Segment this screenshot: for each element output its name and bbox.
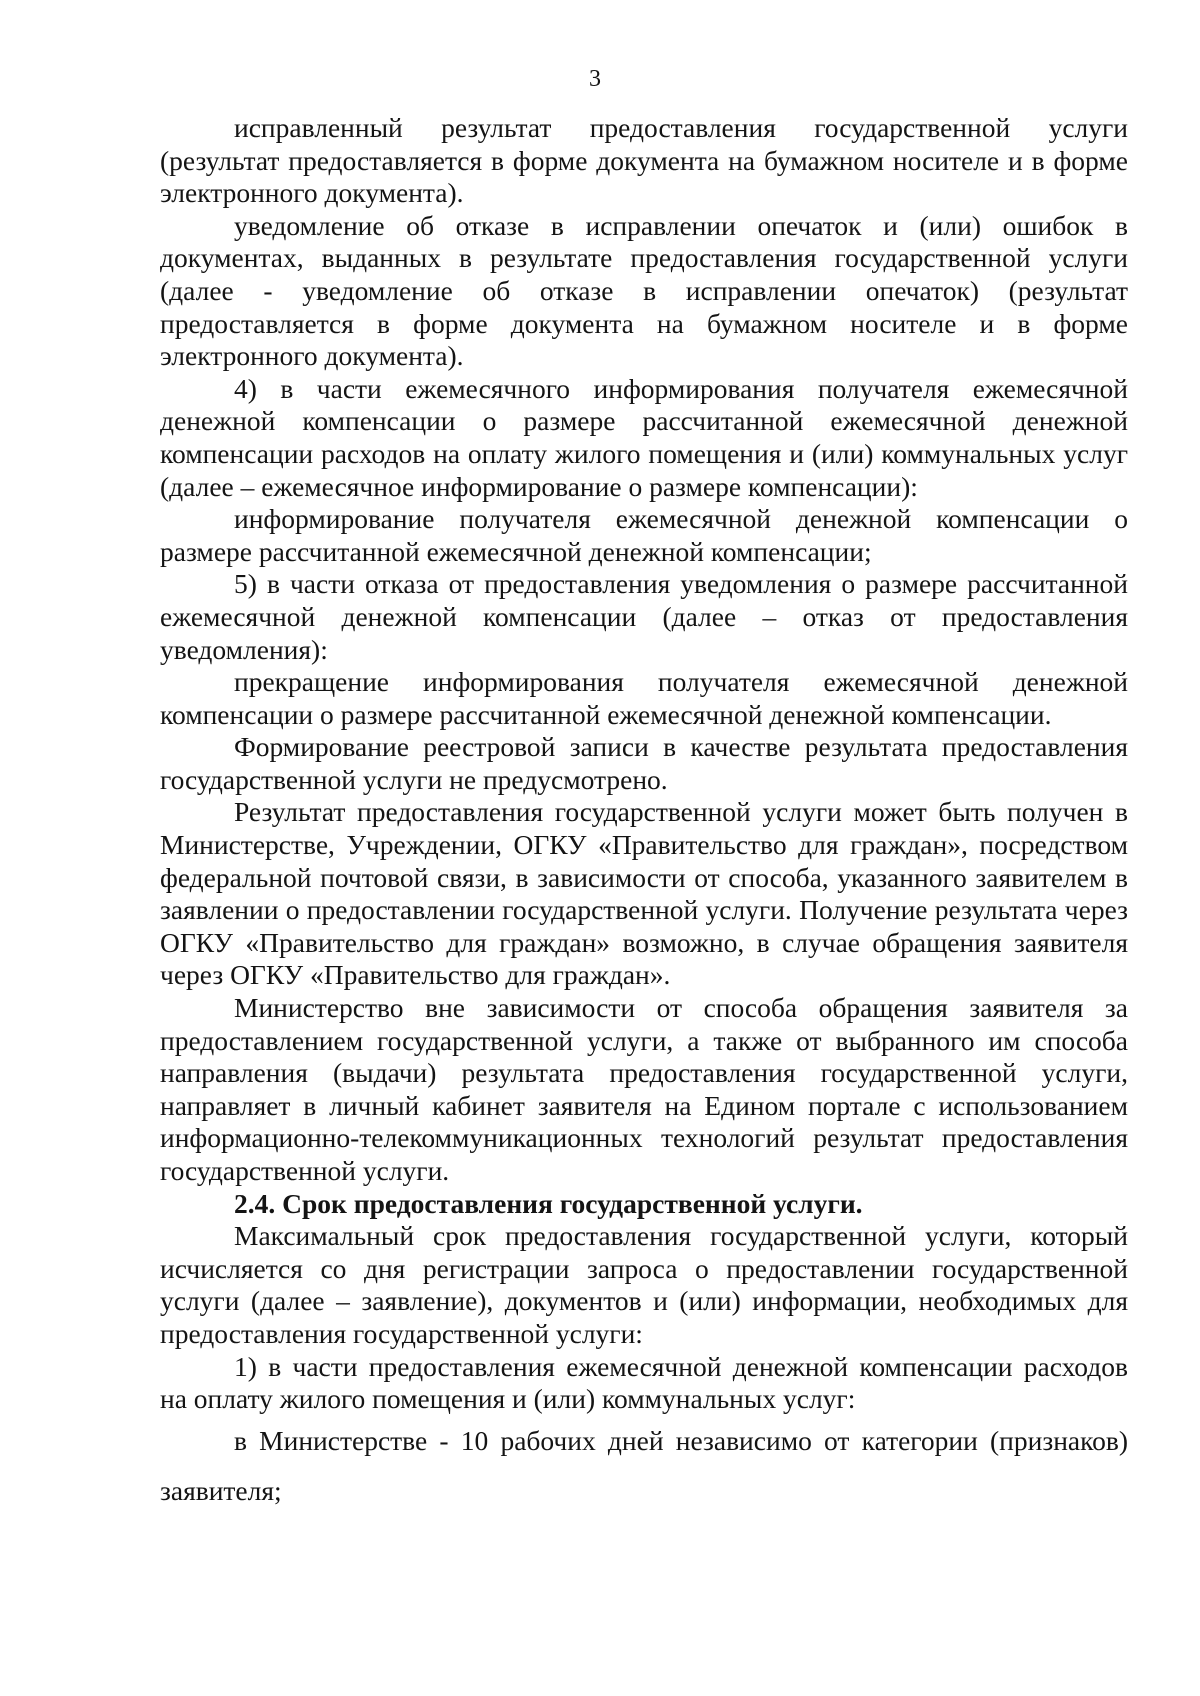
paragraph: Министерство вне зависимости от способа обращения заявителя за предоставлением государственной услуги, а также от выбранного им способа направления (выдачи) результата предоставления государственной услуги, направляет в личный кабинет заявителя на Едином портале с использованием информационно-телекоммуникационных технологий результат предоставления государственной услуги. (160, 992, 1128, 1186)
section-heading: 2.4. Срок предоставления государственной услуги. (234, 1187, 863, 1219)
paragraph: 5) в части отказа от предоставления уведомления о размере рассчитанной ежемесячной денежной компенсации (далее – отказ от предоставления уведомления): (160, 568, 1128, 665)
paragraph: информирование получателя ежемесячной денежной компенсации о размере рассчитанной ежемесячной денежной компенсации; (160, 503, 1128, 567)
paragraph: Максимальный срок предоставления государственной услуги, который исчисляется со дня регистрации запроса о предоставлении государственной услуги (далее – заявление), документов и (или) информации, необходимых для предоставления государственной услуги: (160, 1220, 1128, 1349)
paragraph: Формирование реестровой записи в качестве результата предоставления государственной услуги не предусмотрено. (160, 731, 1128, 795)
paragraph: 1) в части предоставления ежемесячной денежной компенсации расходов на оплату жилого помещения и (или) коммунальных услуг: (160, 1350, 1128, 1415)
paragraph: Результат предоставления государственной услуги может быть получен в Министерстве, Учреждении, ОГКУ «Правительство для граждан», посредством федеральной почтовой связи, в зависимости от способа, указанного заявителем в заявлении о предоставлении государственной услуги. Получение результата через ОГКУ «Правительство для граждан» возможно, в случае обращения заявителя через ОГКУ «Правительство для граждан». (160, 796, 1128, 991)
paragraph: 4) в части ежемесячного информирования получателя ежемесячной денежной компенсации о размере рассчитанной ежемесячной денежной компенсации расходов на оплату жилого помещения и (или) коммунальных услуг (далее – ежемесячное информирование о размере компенсации): (160, 372, 1128, 502)
paragraph: уведомление об отказе в исправлении опечаток и (или) ошибок в документах, выданных в результате предоставления государственной услуги (далее - уведомление об отказе в исправлении опечаток) (результат предоставляется в форме документа на бумажном носителе и в форме электронного документа). (160, 209, 1128, 372)
page-number: 3 (589, 66, 601, 92)
paragraph: исправленный результат предоставления государственной услуги (результат предоставляется в форме документа на бумажном носителе и в форме электронного документа). (160, 112, 1128, 209)
paragraph: в Министерстве - 10 рабочих дней независимо от категории (признаков) заявителя; (160, 1424, 1128, 1506)
paragraph: прекращение информирования получателя ежемесячной денежной компенсации о размере рассчитанной ежемесячной денежной компенсации. (160, 666, 1128, 730)
document-body (160, 112, 1128, 1516)
